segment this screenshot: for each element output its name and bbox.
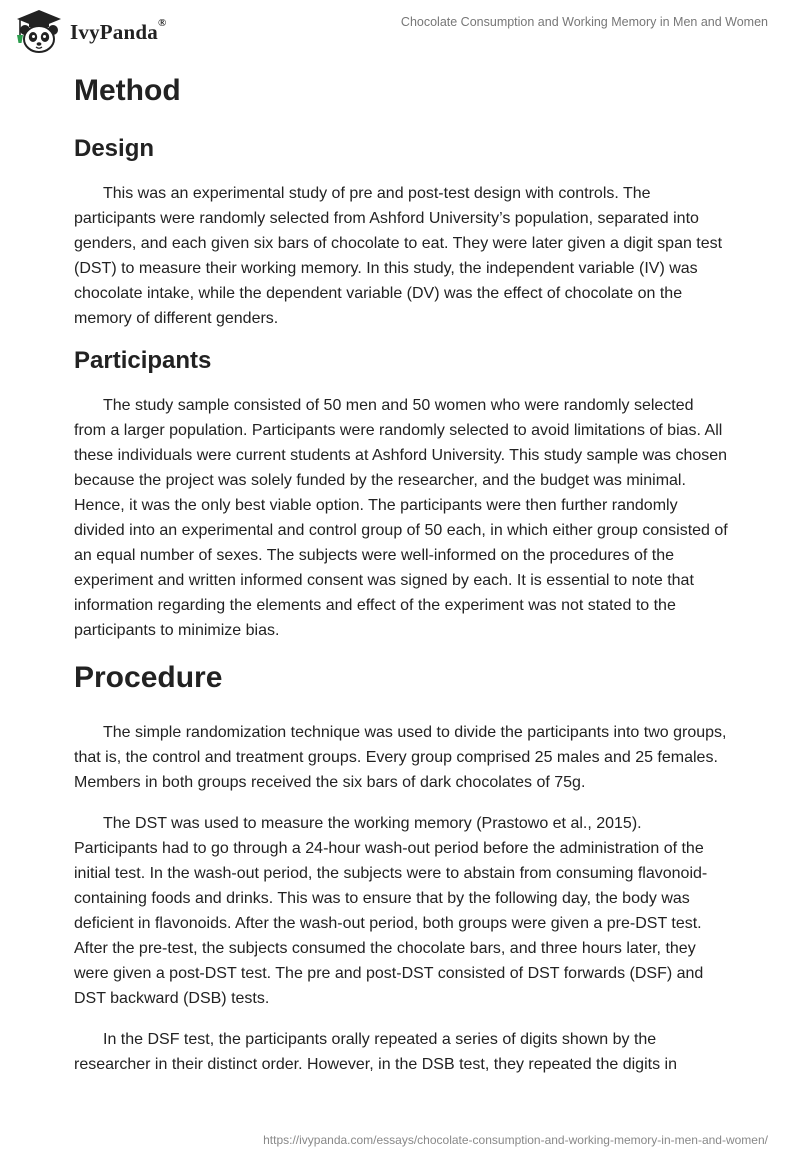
article-body xyxy=(74,70,729,1077)
procedure-paragraph-1: The simple randomization technique was used to divide the participants into two groups, that is, the control and treatment groups. Every group comprised 25 males and 25 females. Members in both groups received the six bars of dark chocolates of 75g. xyxy=(74,724,727,791)
procedure-paragraph-3: In the DSF test, the participants orally repeated a series of digits shown by the researcher in their distinct order. However, in the DSB test, they repeated the digits in xyxy=(74,1031,677,1073)
procedure-paragraph-2: The DST was used to measure the working memory (Prastowo et al., 2015). Participants had to go through a 24-hour wash-out period before the administration of the initial test. In the wash-out period, the subjects were to abstain from consuming flavonoid-containing foods and drinks. This was to ensure that by the following day, the body was deficient in flavonoids. After the wash-out period, both groups were given a pre-DST test. After the pre-test, the subjects consumed the chocolate bars, and three hours later, they were given a post-DST test. The pre and post-DST consisted of DST forwards (DSF) and DST backward (DSB) tests. xyxy=(74,815,708,1007)
brand-name xyxy=(70,16,167,45)
brand-logo[interactable] xyxy=(14,8,166,54)
brand-name-text: IvyPanda xyxy=(70,19,158,44)
method-heading: Method xyxy=(74,74,181,107)
page-header xyxy=(0,0,800,60)
panda-graduate-icon xyxy=(14,8,64,54)
registered-mark: ® xyxy=(157,16,167,29)
running-title: Chocolate Consumption and Working Memory in Men and Women xyxy=(400,15,768,29)
participants-paragraph: The study sample consisted of 50 men and 50 women who were randomly selected from a larger population. Participants were randomly selected to avoid limitations of bias. All these individuals were current students at Ashford University. This study sample was chosen because the project was solely funded by the researcher, and the budget was minimal. Hence, it was the only best viable option. The participants were then further randomly divided into an experimental and control group of 50 each, in which either group consisted of an equal number of sexes. The subjects were well-informed on the procedures of the experiment and written informed consent was signed by each. It is essential to note that information regarding the elements and effect of the experiment was not stated to the participants to minimize bias. xyxy=(74,397,728,639)
design-paragraph: This was an experimental study of pre and post-test design with controls. The participants were randomly selected from Ashford University’s population, separated into genders, and each given six bars of chocolate to eat. They were later given a digit span test (DST) to measure their working memory. In this study, the independent variable (IV) was chocolate intake, while the dependent variable (DV) was the effect of chocolate on the memory of different genders. xyxy=(74,185,723,327)
design-heading: Design xyxy=(74,135,155,162)
procedure-heading: Procedure xyxy=(74,661,223,694)
participants-heading: Participants xyxy=(74,347,212,374)
source-url[interactable]: https://ivypanda.com/essays/chocolate-consumption-and-working-memory-in-men-and-women/ xyxy=(263,1133,768,1147)
